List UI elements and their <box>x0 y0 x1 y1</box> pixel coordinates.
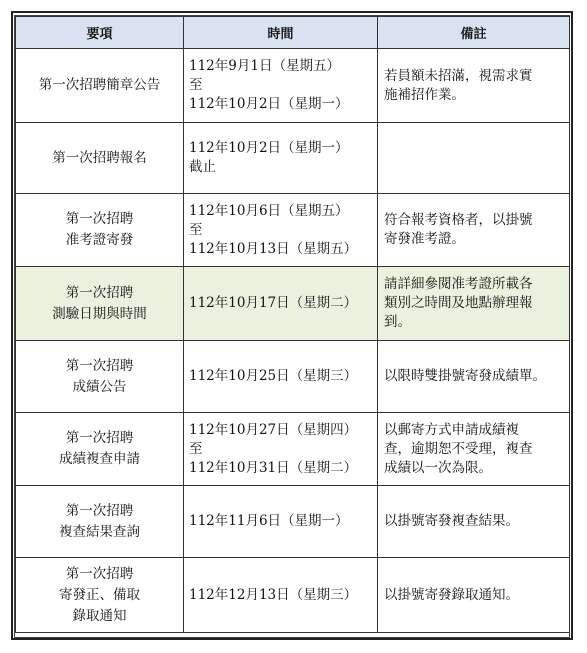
item-cell <box>16 267 184 341</box>
item-cell <box>16 341 184 413</box>
item-line: 錄取通知 <box>72 607 127 624</box>
item-line: 第一次招聘 <box>65 430 134 446</box>
schedule-table <box>15 16 570 633</box>
time-line: 112年10月2日（星期一） <box>189 96 349 112</box>
time-line: 112年10月17日（星期二） <box>189 295 358 311</box>
time-line: 至 <box>189 221 203 238</box>
time-line: 至 <box>189 440 203 457</box>
item-line: 第一次招聘簡章公告 <box>38 77 161 93</box>
time-line: 截止 <box>189 159 216 175</box>
time-cell <box>184 267 378 341</box>
time-line: 112年10月13日（星期五） <box>189 240 358 257</box>
item-line: 寄發正、備取 <box>59 586 140 603</box>
note-line: 符合報考資格者，以掛號 <box>384 212 533 228</box>
note-cell <box>378 413 570 486</box>
table-row <box>16 341 570 413</box>
table-row <box>16 413 570 486</box>
item-line: 准考證寄發 <box>65 232 134 248</box>
time-line: 112年10月6日（星期五） <box>189 202 349 219</box>
note-line: 以掛號寄發複查結果。 <box>384 513 519 529</box>
note-cell <box>378 341 570 413</box>
table-row <box>16 49 570 123</box>
note-line: 施補招作業。 <box>384 86 465 103</box>
header-time: 時間 <box>184 17 378 49</box>
note-line: 寄發准考證。 <box>384 231 465 247</box>
item-cell <box>16 413 184 486</box>
time-line: 112年10月27日（星期四） <box>189 421 358 438</box>
note-line: 成績以一次為限。 <box>384 459 492 476</box>
item-line: 複查結果查詢 <box>59 523 140 540</box>
note-line: 以限時雙掛號寄發成績單。 <box>384 368 546 384</box>
note-cell <box>378 267 570 341</box>
time-cell <box>184 49 378 123</box>
table-row <box>16 558 570 633</box>
item-cell <box>16 194 184 267</box>
item-line: 第一次招聘報名 <box>52 149 147 166</box>
time-line: 112年11月6日（星期一） <box>189 513 349 529</box>
time-line: 112年10月25日（星期三） <box>189 368 358 384</box>
time-cell <box>184 486 378 558</box>
item-line: 第一次招聘 <box>65 502 134 519</box>
item-line: 第一次招聘 <box>65 211 134 227</box>
note-cell <box>378 123 570 194</box>
time-line: 112年10月2日（星期一） <box>189 140 349 156</box>
item-line: 第一次招聘 <box>65 284 134 301</box>
time-cell <box>184 194 378 267</box>
item-line: 第一次招聘 <box>65 565 134 582</box>
item-line: 測驗日期與時間 <box>52 305 147 322</box>
note-cell <box>378 486 570 558</box>
note-line: 若員額未招滿，視需求實 <box>384 67 533 84</box>
header-row <box>16 17 570 49</box>
item-line: 第一次招聘 <box>65 357 134 374</box>
table-row <box>16 486 570 558</box>
time-cell <box>184 341 378 413</box>
note-line: 到。 <box>384 314 411 330</box>
note-line: 類別之時間及地點辦理報 <box>384 295 533 311</box>
item-cell <box>16 486 184 558</box>
item-cell <box>16 49 184 123</box>
item-line: 成績複查申請 <box>59 451 140 467</box>
note-cell <box>378 558 570 633</box>
note-line: 以郵寄方式申請成績複 <box>384 421 519 438</box>
table-row <box>16 267 570 341</box>
note-line: 請詳細參閱准考證所載各 <box>384 276 533 292</box>
header-item: 要項 <box>16 17 184 49</box>
note-cell <box>378 49 570 123</box>
item-line: 成績公告 <box>72 378 127 395</box>
time-cell <box>184 123 378 194</box>
table-row <box>16 194 570 267</box>
note-line: 以掛號寄發錄取通知。 <box>384 586 519 603</box>
time-cell <box>184 558 378 633</box>
item-cell <box>16 558 184 633</box>
time-cell <box>184 413 378 486</box>
time-line: 112年12月13日（星期三） <box>189 586 358 603</box>
note-line: 查，逾期恕不受理，複查 <box>384 440 533 457</box>
schedule-body <box>16 49 570 633</box>
table-row <box>16 123 570 194</box>
time-line: 112年9月1日（星期五） <box>189 58 340 74</box>
item-cell <box>16 123 184 194</box>
note-cell <box>378 194 570 267</box>
time-line: 112年10月31日（星期二） <box>189 459 358 476</box>
header-note: 備註 <box>378 17 570 49</box>
time-line: 至 <box>189 77 203 93</box>
